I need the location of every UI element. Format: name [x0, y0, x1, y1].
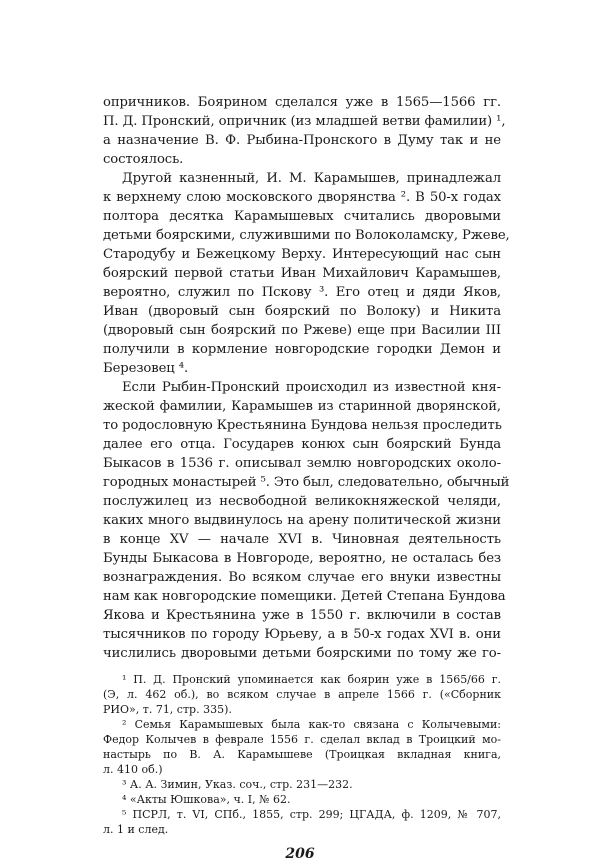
body-line: опричников. Боярином сделался уже в 1565—1566 гг.: [103, 95, 501, 110]
body-line: тысячников по городу Юрьеву, а в 50-х годах XVI в. они: [103, 627, 501, 642]
body-line: городных монастырей ⁵. Это был, следовательно, обычный: [103, 475, 510, 490]
body-line: вознаграждения. Во всяком случае его внуки известны: [103, 570, 501, 585]
footnote-line: ² Семья Карамышевых была как-то связана с Колычевыми:: [122, 718, 501, 731]
body-line: состоялось.: [103, 152, 184, 167]
body-line: к верхнему слою московского дворянства ². В 50-х годах: [103, 190, 501, 205]
page-number: 206: [285, 846, 315, 862]
body-line: а назначение В. Ф. Рыбина-Пронского в Думу так и не: [103, 133, 501, 148]
body-line: Бунды Быкасова в Новгороде, вероятно, не осталась без: [103, 551, 501, 566]
body-line: П. Д. Пронский, опричник (из младшей ветви фамилии) ¹,: [103, 114, 506, 129]
body-line: полтора десятка Карамышевых считались дворовыми: [103, 209, 501, 224]
body-line: вероятно, служил по Пскову ³. Его отец и дяди Яков,: [103, 285, 501, 300]
footnote-line: л. 410 об.): [103, 763, 163, 776]
body-line: числились дворовыми детьми боярскими по тому же го-: [103, 646, 501, 661]
body-line: то родословную Крестьянина Бундова нельзя проследить: [103, 418, 502, 433]
body-line: нам как новгородские помещики. Детей Степана Бундова: [103, 589, 506, 604]
footnote-line: л. 1 и след.: [103, 823, 169, 836]
body-line: боярский первой статьи Иван Михайлович Карамышев,: [103, 266, 501, 281]
body-line: (дворовый сын боярский по Ржеве) еще при Василии III: [103, 323, 501, 338]
body-line: Стародубу и Бежецкому Верху. Интересующий нас сын: [103, 247, 501, 262]
body-line: детьми боярскими, служившими по Волоколамску, Ржеве,: [103, 228, 510, 243]
footnote-line: ³ А. А. Зимин, Указ. соч., стр. 231—232.: [122, 778, 353, 791]
body-line: каких много выдвинулось на арену политической жизни: [103, 513, 501, 528]
body-line: далее его отца. Государев конюх сын боярский Бунда: [103, 437, 501, 452]
body-line: жеской фамилии, Карамышев из старинной дворянской,: [103, 399, 501, 414]
footnote-line: ⁵ ПСРЛ, т. VI, СПб., 1855, стр. 299; ЦГАДА, ф. 1209, № 707,: [122, 808, 501, 821]
footnote-line: ¹ П. Д. Пронский упоминается как боярин уже в 1565/66 г.: [122, 673, 501, 686]
body-line: в конце XV — начале XVI в. Чиновная деятельность: [103, 532, 501, 547]
body-line: Якова и Крестьянина уже в 1550 г. включили в состав: [103, 608, 501, 623]
body-line: получили в кормление новгородские городки Демон и: [103, 342, 501, 357]
footnote-line: ⁴ «Акты Юшкова», ч. I, № 62.: [122, 793, 291, 806]
footnote-line: Федор Колычев в феврале 1556 г. сделал вклад в Троицкий мо-: [103, 733, 501, 746]
footnote-line: (Э, л. 462 об.), во всяком случае в апреле 1566 г. («Сборник: [103, 688, 501, 701]
body-line: послужилец из несвободной великокняжеской челяди,: [103, 494, 501, 509]
body-line: Иван (дворовый сын боярский по Волоку) и Никита: [103, 304, 501, 319]
body-line: Березовец ⁴.: [103, 361, 189, 376]
body-line: Быкасов в 1536 г. описывал землю новгородских около-: [103, 456, 501, 471]
body-line-indent: Другой казненный, И. М. Карамышев, принадлежал: [122, 171, 501, 186]
footnote-line: настырь по В. А. Карамышеве (Троицкая вкладная книга,: [103, 748, 501, 761]
body-line-indent: Если Рыбин-Пронский происходил из известной кня-: [122, 380, 501, 395]
footnote-line: РИО», т. 71, стр. 335).: [103, 703, 232, 716]
